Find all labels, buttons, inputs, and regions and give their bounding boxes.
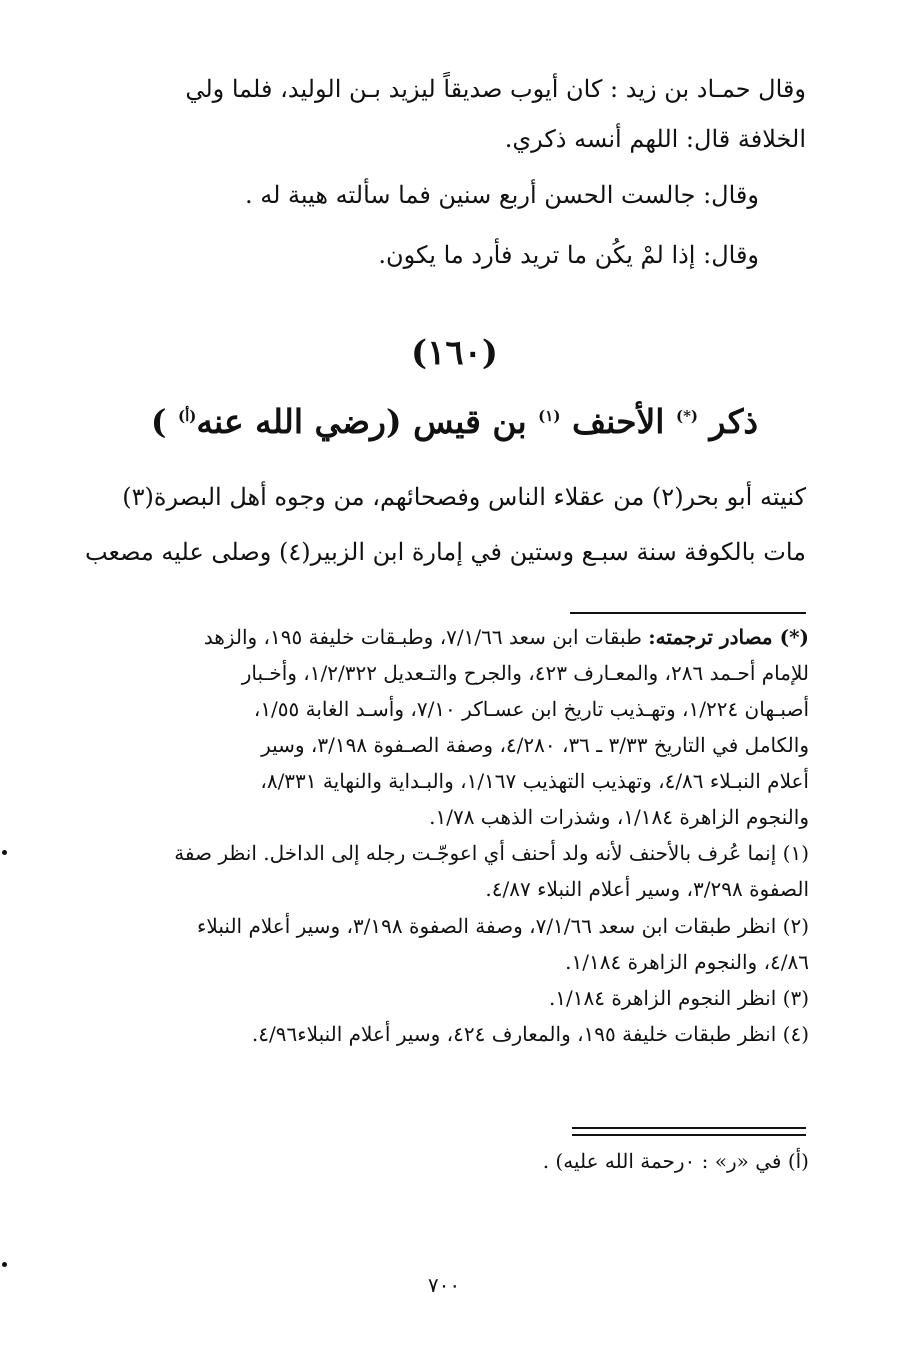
footnote-line: (٤) انظر طبقات خليفة ١٩٥، والمعارف ٤٢٤، وسير أعلام النبلاء٤/٩٦.	[251, 1022, 809, 1046]
sources-label: (*) مصادر ترجمته:	[648, 625, 809, 649]
footnote-line: (١) إنما عُرف بالأحنف لأنه ولد أحنف أي اعوجّـت رجله إلى الداخل. انظر صفة	[174, 841, 809, 865]
text-line: كنيته أبو بحر(٢) من عقلاء الناس وفصحائهم، من وجوه أهل البصرة(٣)	[122, 483, 806, 511]
footnote-line: للإمام أحـمد ٢٨٦، والمعـارف ٤٢٣، والجرح والتـعديل ١/٢/٣٢٢، وأخـبار	[241, 661, 809, 685]
scan-mark	[2, 1262, 7, 1267]
variant-note: (أ) في «ر» : ٠رحمة الله عليه) .	[542, 1149, 809, 1173]
heading-footnote-ref: (١)	[538, 407, 561, 425]
entry-number: (١٦٠)	[411, 333, 498, 373]
footnote-line: والنجوم الزاهرة ١/١٨٤، وشذرات الذهب ١/٧٨.	[429, 805, 809, 829]
section-heading	[0, 394, 909, 444]
footnote-line: أصبـهان ١/٢٢٤، وتهـذيب تاريخ ابن عسـاكر ٧/١٠، وأسـد الغابة ١/٥٥،	[253, 697, 809, 721]
text-line: مات بالكوفة سنة سبـع وستين في إمارة ابن الزبير(٤) وصلى عليه مصعب	[84, 538, 806, 566]
page-number: ٧٠٠	[427, 1273, 461, 1297]
text-line: الخلافة قال: اللهم أنسه ذكري.	[504, 125, 806, 153]
footnote-line: ٤/٨٦، والنجوم الزاهرة ١/١٨٤.	[565, 950, 809, 974]
sources-text: طبقات ابن سعد ٧/١/٦٦، وطبـقات خليفة ١٩٥، والزهد	[203, 625, 642, 649]
heading-name: الأحنف	[571, 402, 665, 441]
text-line: وقال حمـاد بن زيد : كان أيوب صديقاً ليزيد بـن الوليد، فلما ولي	[185, 75, 806, 103]
footnote-line: (٣) انظر النجوم الزاهرة ١/١٨٤.	[548, 986, 809, 1010]
text-line: وقال: إذا لمْ يكُن ما تريد فأرد ما يكون.	[378, 241, 759, 269]
variant-separator	[572, 1127, 806, 1136]
footnote-line: الصفوة ٣/٢٩٨، وسير أعلام النبلاء ٤/٨٧.	[485, 877, 809, 901]
heading-footnote-ref: (*)	[675, 407, 699, 425]
footnote-line: أعلام النبـلاء ٤/٨٦، وتهذيب التهذيب ١/١٦٧، والبـداية والنهاية ٨/٣٣١،	[260, 769, 809, 793]
footnote-line: (٢) انظر طبقات ابن سعد ٧/١/٦٦، وصفة الصفوة ٣/١٩٨، وسير أعلام النبلاء	[197, 914, 809, 938]
heading-rest: بن قيس (رضي الله عنه	[196, 402, 527, 441]
footnote-separator	[570, 612, 806, 614]
heading-prefix: ذكر	[709, 402, 759, 441]
heading-close: )	[150, 402, 167, 441]
footnote-line	[204, 623, 809, 651]
text-line: وقال: جالست الحسن أربع سنين فما سألته هيبة له .	[244, 181, 759, 209]
heading-variant-ref: (أ)	[177, 407, 197, 425]
footnote-line: والكامل في التاريخ ٣/٣٣ ـ ٣٦، ٤/٢٨٠، وصفة الصـفوة ٣/١٩٨، وسير	[261, 733, 809, 757]
scan-mark	[2, 850, 7, 855]
